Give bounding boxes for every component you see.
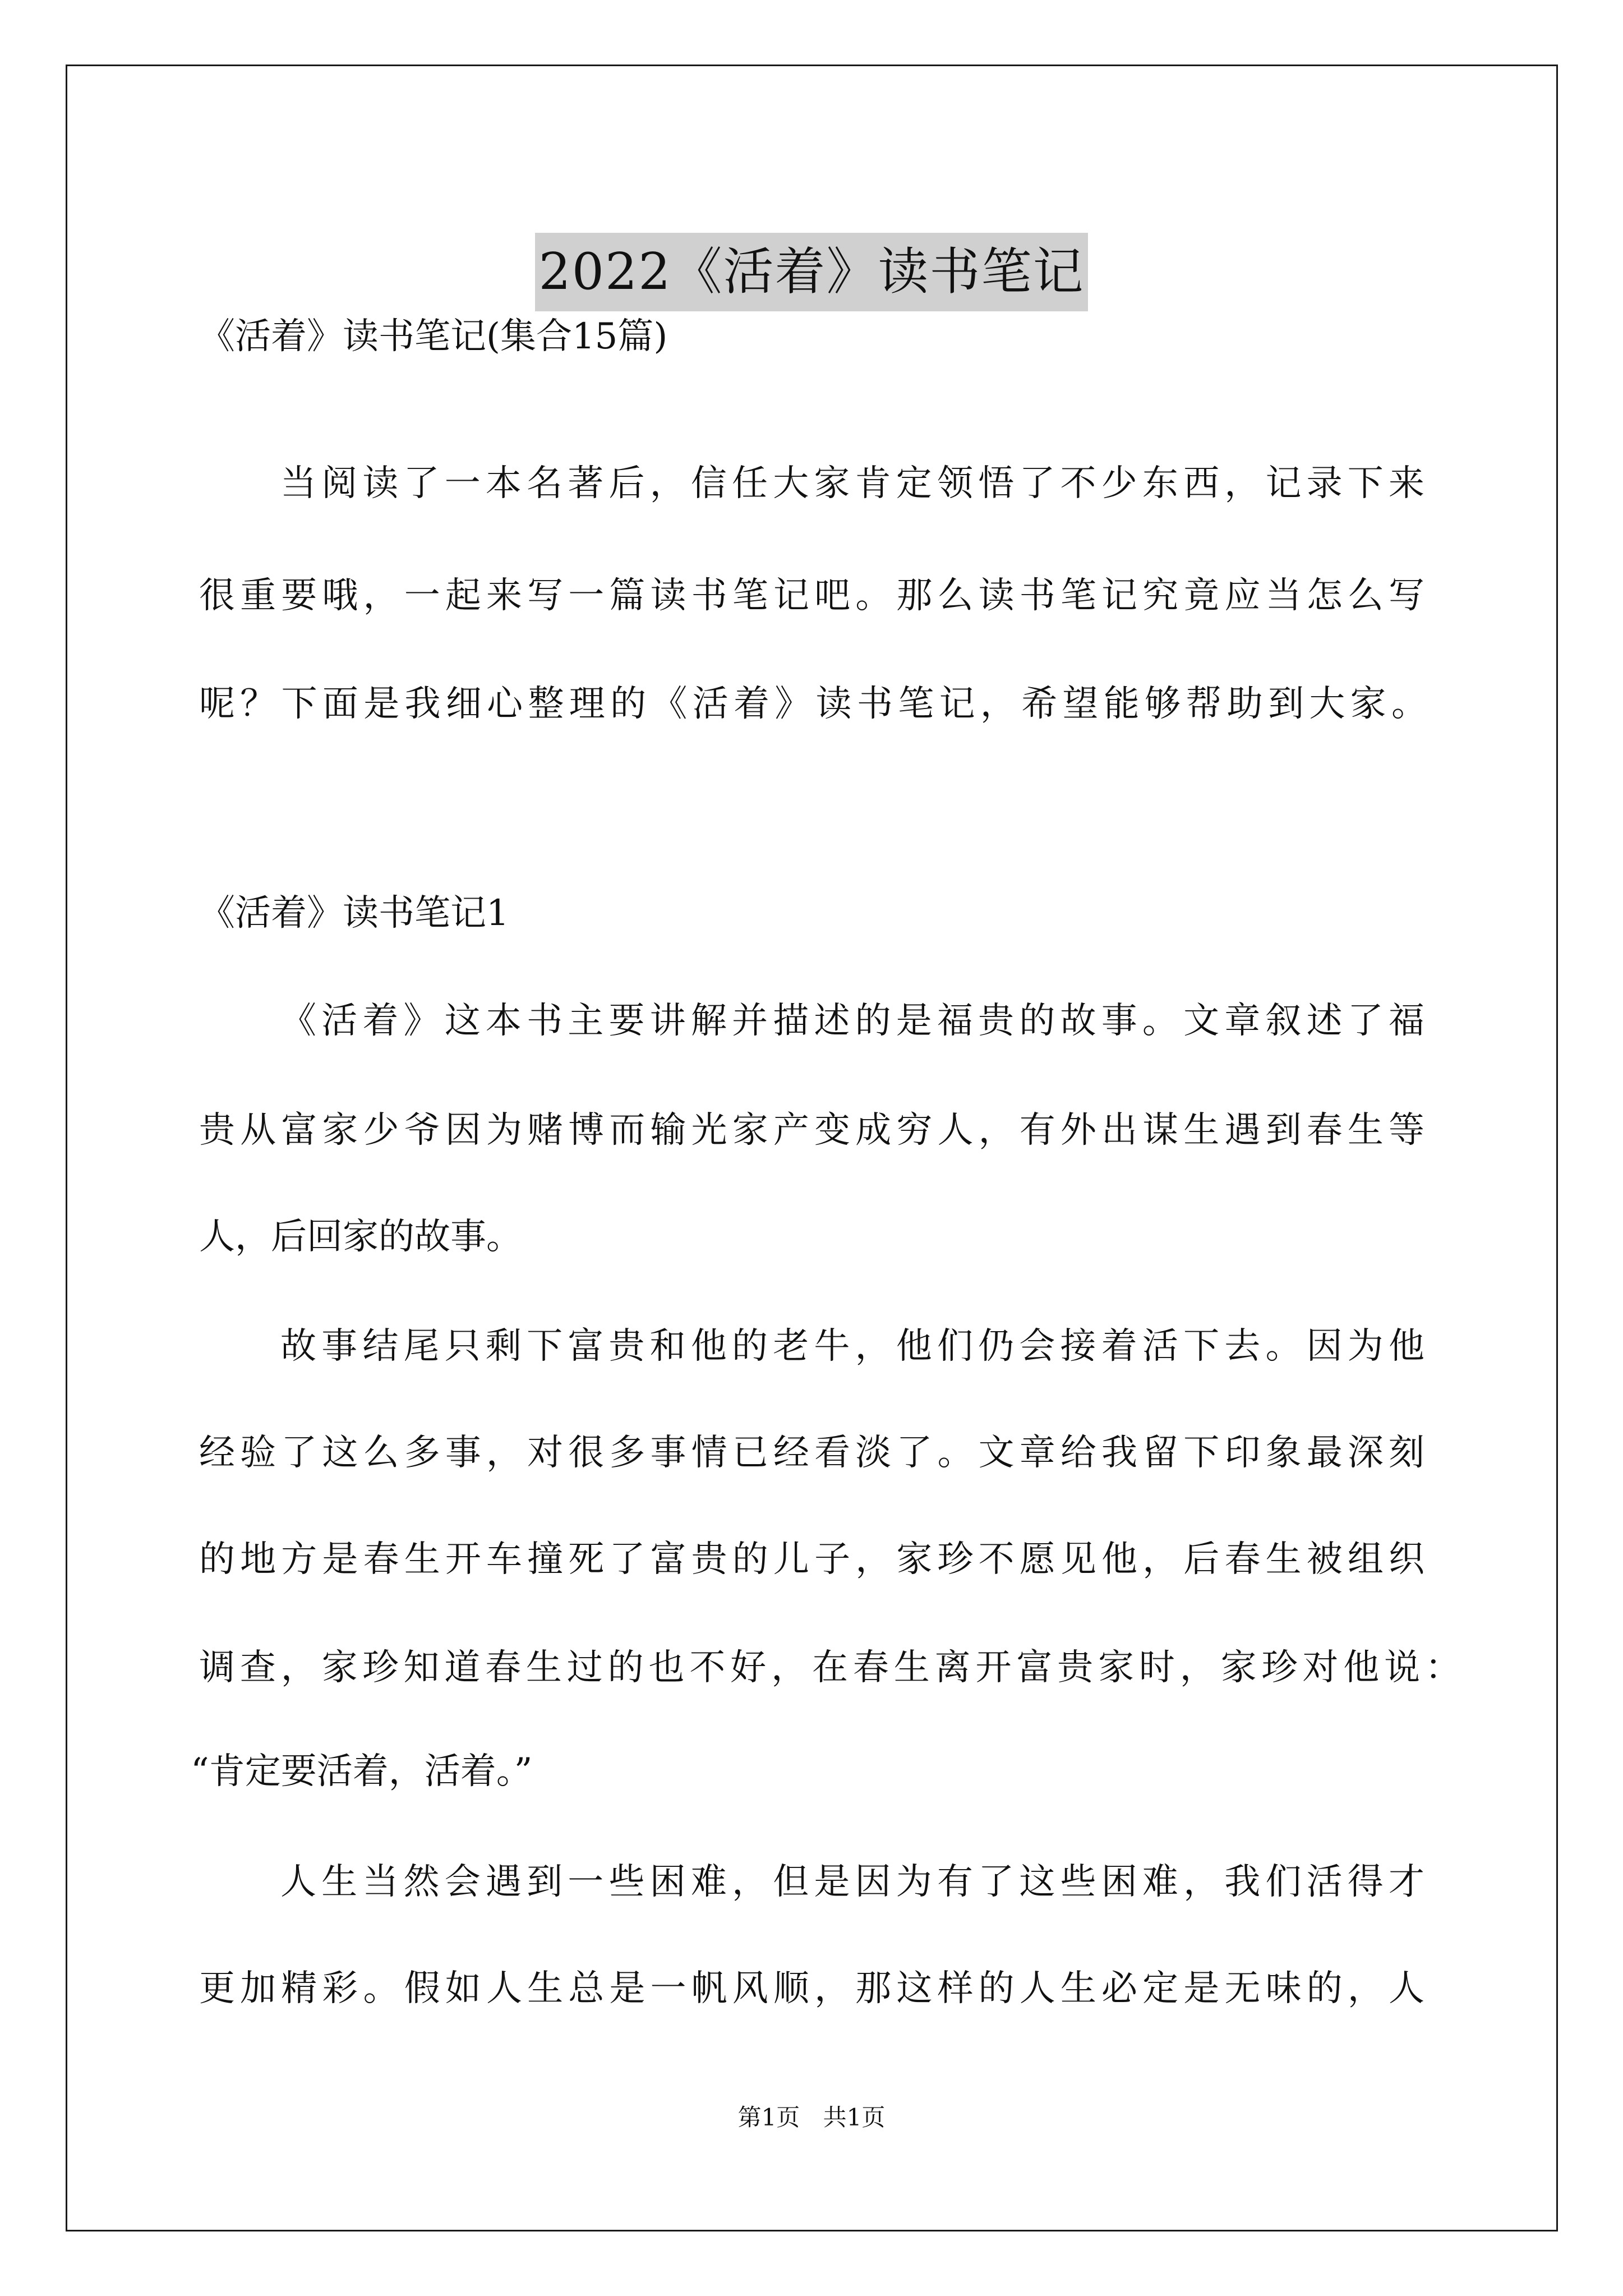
body-line-10: 更加精彩。假如人生总是一帆风顺，那这样的人生必定是无味的，人	[199, 1968, 1424, 2009]
body-line-3: 人，后回家的故事。	[199, 1216, 522, 1258]
page-footer	[0, 2101, 1623, 2134]
body-line-9: 人生当然会遇到一些困难，但是因为有了这些困难，我们活得才	[280, 1861, 1424, 1903]
intro-line-3: 呢？下面是我细心整理的《活着》读书笔记，希望能够帮助到大家。	[199, 683, 1427, 725]
intro-line-2: 很重要哦，一起来写一篇读书笔记吧。那么读书笔记究竟应当怎么写	[199, 575, 1424, 616]
section-heading: 《活着》读书笔记1	[199, 892, 509, 934]
intro-line-1: 当阅读了一本名著后，信任大家肯定领悟了不少东西，记录下来	[280, 463, 1424, 504]
body-line-1: 《活着》这本书主要讲解并描述的是福贵的故事。文章叙述了福	[280, 1000, 1424, 1042]
body-line-8: “肯定要活着，活着。”	[191, 1751, 533, 1792]
page-number: 第1页	[737, 2104, 800, 2131]
document-title: 2022《活着》读书笔记	[535, 233, 1087, 311]
body-line-7: 调查，家珍知道春生过的也不好，在春生离开富贵家时，家珍对他说：	[199, 1647, 1461, 1688]
body-line-4: 故事结尾只剩下富贵和他的老牛，他们仍会接着活下去。因为他	[280, 1326, 1424, 1367]
document-subtitle: 《活着》读书笔记(集合15篇)	[199, 316, 668, 357]
body-line-6: 的地方是春生开车撞死了富贵的儿子，家珍不愿见他，后春生被组织	[199, 1539, 1424, 1580]
page-total: 共1页	[823, 2104, 886, 2131]
body-line-5: 经验了这么多事，对很多事情已经看淡了。文章给我留下印象最深刻	[199, 1432, 1424, 1474]
body-line-2: 贵从富家少爷因为赌博而输光家产变成穷人，有外出谋生遇到春生等	[199, 1110, 1424, 1151]
